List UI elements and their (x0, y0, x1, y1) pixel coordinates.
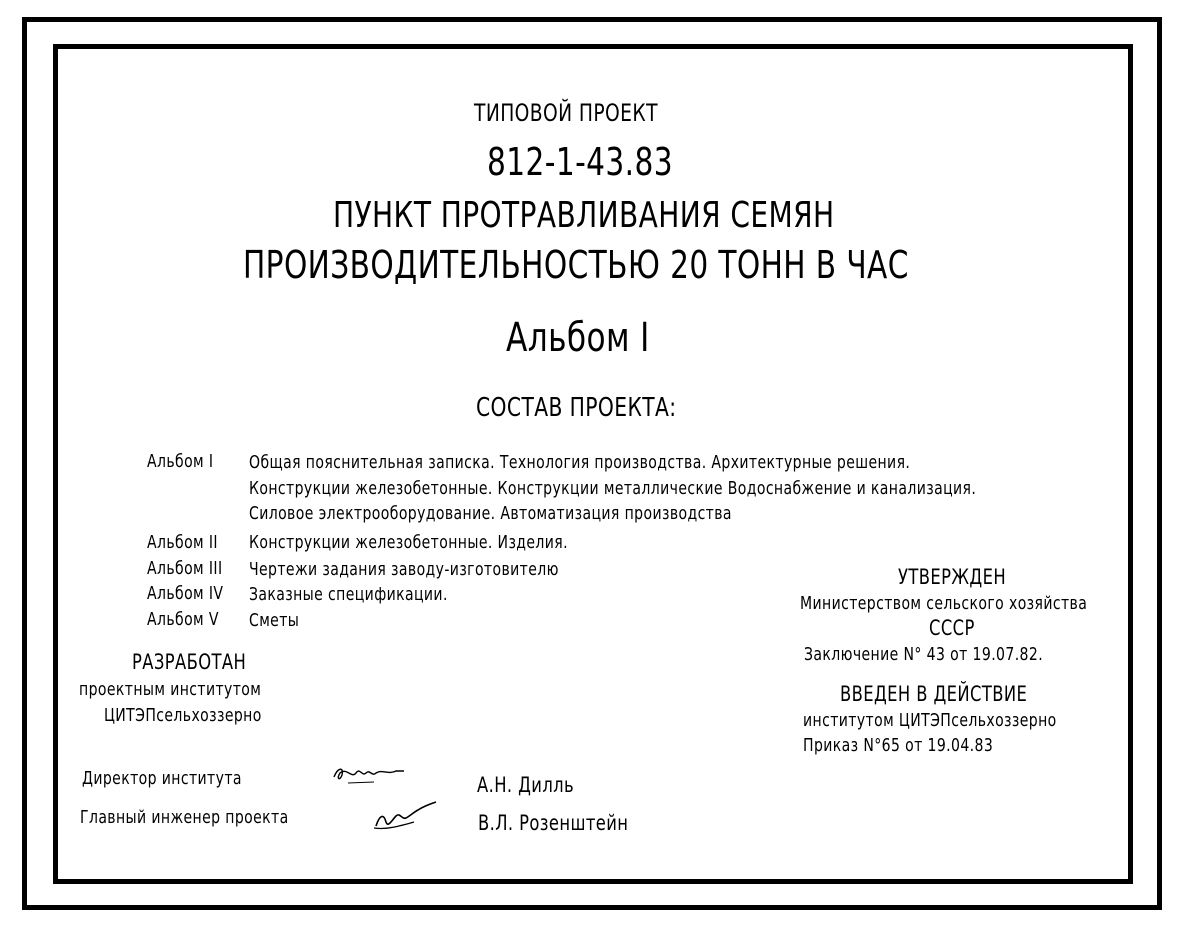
album-3-name: Альбом III (147, 558, 223, 579)
title-line-2: ПРОИЗВОДИТЕЛЬНОСТЬЮ 20 ТОНН В ЧАС (243, 243, 909, 287)
approved-country: СССР (929, 616, 975, 640)
chief-engineer-signature (370, 800, 440, 834)
album-2-name: Альбом II (147, 532, 218, 553)
title-line-1: ПУНКТ ПРОТРАВЛИВАНИЯ СЕМЯН (333, 195, 835, 236)
approved-heading: УТВЕРЖДЕН (898, 565, 1007, 589)
signature-role-director: Директор института (82, 768, 242, 789)
composition-heading: СОСТАВ ПРОЕКТА: (476, 393, 677, 423)
developed-line-2: ЦИТЭПсельхоззерно (104, 705, 262, 726)
type-label: ТИПОВОЙ ПРОЕКТ (474, 99, 658, 127)
album-1-line-2: Конструкции железобетонные. Конструкции металлические Водоснабжение и канализация. (249, 478, 977, 499)
album-4-name: Альбом IV (147, 583, 224, 604)
album-1-name: Альбом I (147, 451, 214, 472)
album-1-line-3: Силовое электрооборудование. Автоматизация производства (249, 503, 732, 524)
album-3-line-1: Чертежи задания заводу-изготовителю (249, 559, 559, 580)
album-5-line-1: Сметы (249, 610, 300, 631)
album-title: Альбом I (506, 315, 650, 361)
album-4-line-1: Заказные спецификации. (249, 584, 448, 605)
signature-name-chief-engineer: В.Л. Розенштейн (478, 811, 629, 835)
enacted-institute: институтом ЦИТЭПсельхоззерно (803, 710, 1057, 731)
director-signature (330, 763, 410, 789)
album-5-name: Альбом V (147, 609, 219, 630)
enacted-order: Приказ N°65 от 19.04.83 (803, 735, 994, 756)
approved-conclusion: Заключение N° 43 от 19.07.82. (804, 644, 1044, 665)
developed-line-1: проектным институтом (79, 679, 262, 700)
album-1-line-1: Общая пояснительная записка. Технология производства. Архитектурные решения. (249, 452, 911, 473)
developed-heading: РАЗРАБОТАН (132, 650, 247, 674)
approved-ministry: Министерством сельского хозяйства (800, 593, 1088, 614)
enacted-heading: ВВЕДЕН В ДЕЙСТВИЕ (840, 682, 1028, 706)
signature-name-director: А.Н. Дилль (477, 773, 575, 797)
signature-role-chief-engineer: Главный инженер проекта (80, 807, 289, 828)
album-2-line-1: Конструкции железобетонные. Изделия. (249, 532, 568, 553)
project-number: 812-1-43.83 (487, 140, 673, 184)
